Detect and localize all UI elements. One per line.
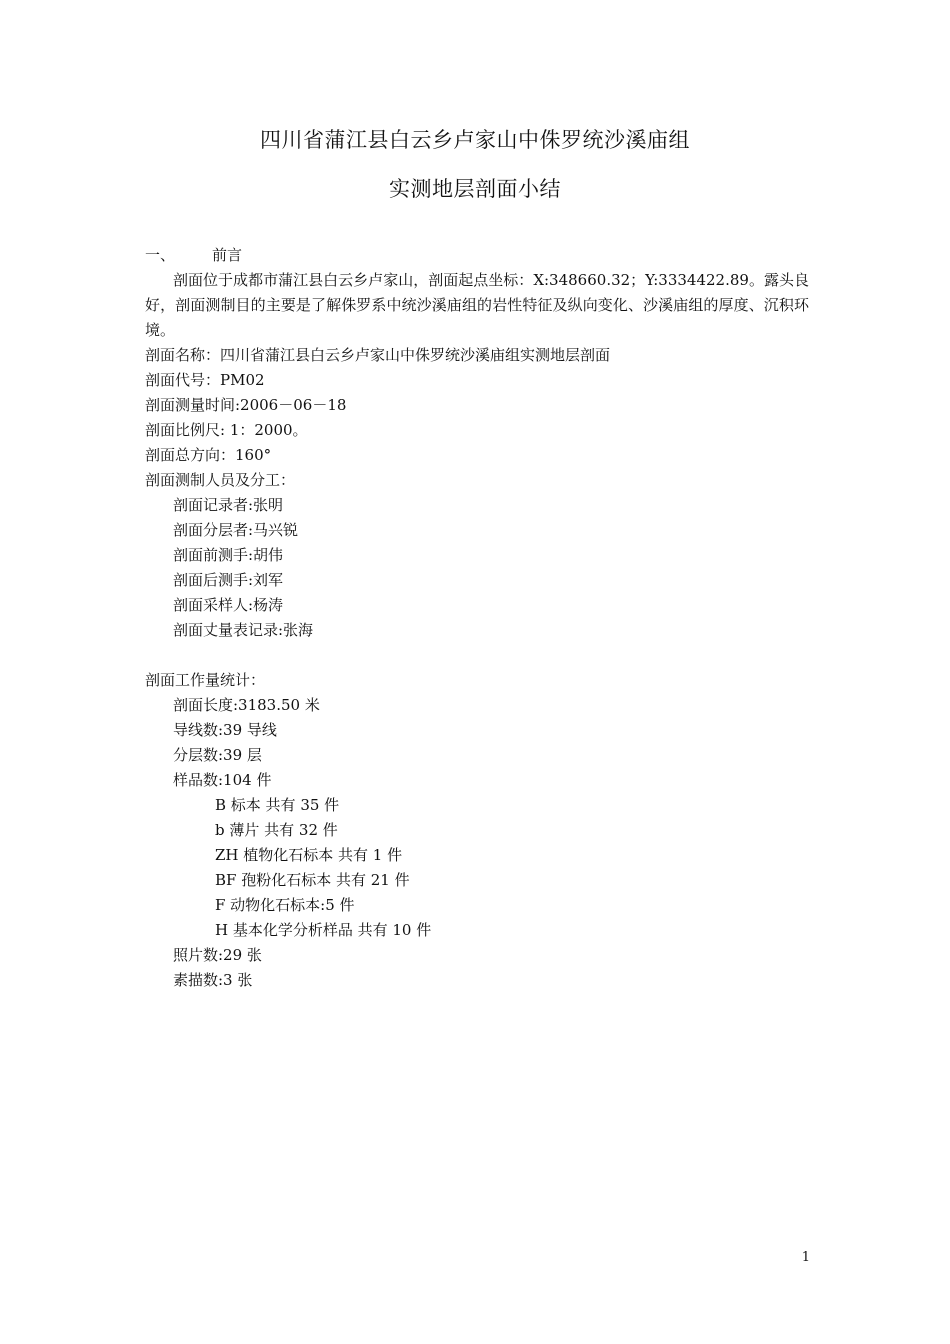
section-title: 前言 xyxy=(212,246,243,264)
workload-sketches: 素描数:3 张 xyxy=(173,971,253,989)
staff-rear-surveyor: 剖面后测手:刘军 xyxy=(173,571,284,589)
workload-layers: 分层数:39 层 xyxy=(173,746,262,764)
sample-type-b-specimen: B 标本 共有 35 件 xyxy=(215,796,340,814)
spacer xyxy=(145,643,809,668)
profile-date: 剖面测量时间:2006－06－18 xyxy=(145,396,347,414)
workload-samples: 样品数:104 件 xyxy=(173,771,272,789)
staff-recorder: 剖面记录者:张明 xyxy=(173,496,284,514)
workload-heading: 剖面工作量统计： xyxy=(145,671,266,689)
document-body xyxy=(145,243,809,993)
sample-type-animal-fossil: F 动物化石标本:5 件 xyxy=(215,896,355,914)
staff-measurement-recorder: 剖面丈量表记录:张海 xyxy=(173,621,314,639)
section-heading-preface xyxy=(145,243,809,268)
profile-scale: 剖面比例尺: 1：2000。 xyxy=(145,421,308,439)
section-number: 一、 xyxy=(145,246,176,264)
document-title-line-1: 四川省蒲江县白云乡卢家山中侏罗统沙溪庙组 xyxy=(260,128,690,152)
staff-sampler: 剖面采样人:杨涛 xyxy=(173,596,284,614)
profile-name: 剖面名称：四川省蒲江县白云乡卢家山中侏罗统沙溪庙组实测地层剖面 xyxy=(145,346,611,364)
preface-paragraph: 剖面位于成都市蒲江县白云乡卢家山，剖面起点坐标：X:348660.32；Y:3334422.89。露头良好，剖面测制目的主要是了解侏罗系中统沙溪庙组的岩性特征及纵向变化、沙溪庙组的厚度、沉积环境。 xyxy=(145,271,809,339)
staff-front-surveyor: 剖面前测手:胡伟 xyxy=(173,546,284,564)
sample-type-thin-section: b 薄片 共有 32 件 xyxy=(215,821,338,839)
profile-code: 剖面代号：PM02 xyxy=(145,371,265,389)
sample-type-chemical-analysis: H 基本化学分析样品 共有 10 件 xyxy=(215,921,432,939)
staff-layer-divider: 剖面分层者:马兴锐 xyxy=(173,521,299,539)
workload-traverses: 导线数:39 导线 xyxy=(173,721,277,739)
sample-type-plant-fossil: ZH 植物化石标本 共有 1 件 xyxy=(215,846,403,864)
workload-length: 剖面长度:3183.50 米 xyxy=(173,696,320,714)
sample-type-spore-pollen: BF 孢粉化石标本 共有 21 件 xyxy=(215,871,410,889)
staff-heading: 剖面测制人员及分工： xyxy=(145,471,296,489)
document-title-line-2: 实测地层剖面小结 xyxy=(389,177,561,201)
page-number: 1 xyxy=(801,1250,810,1265)
profile-direction: 剖面总方向：160° xyxy=(145,446,272,464)
workload-photos: 照片数:29 张 xyxy=(173,946,262,964)
